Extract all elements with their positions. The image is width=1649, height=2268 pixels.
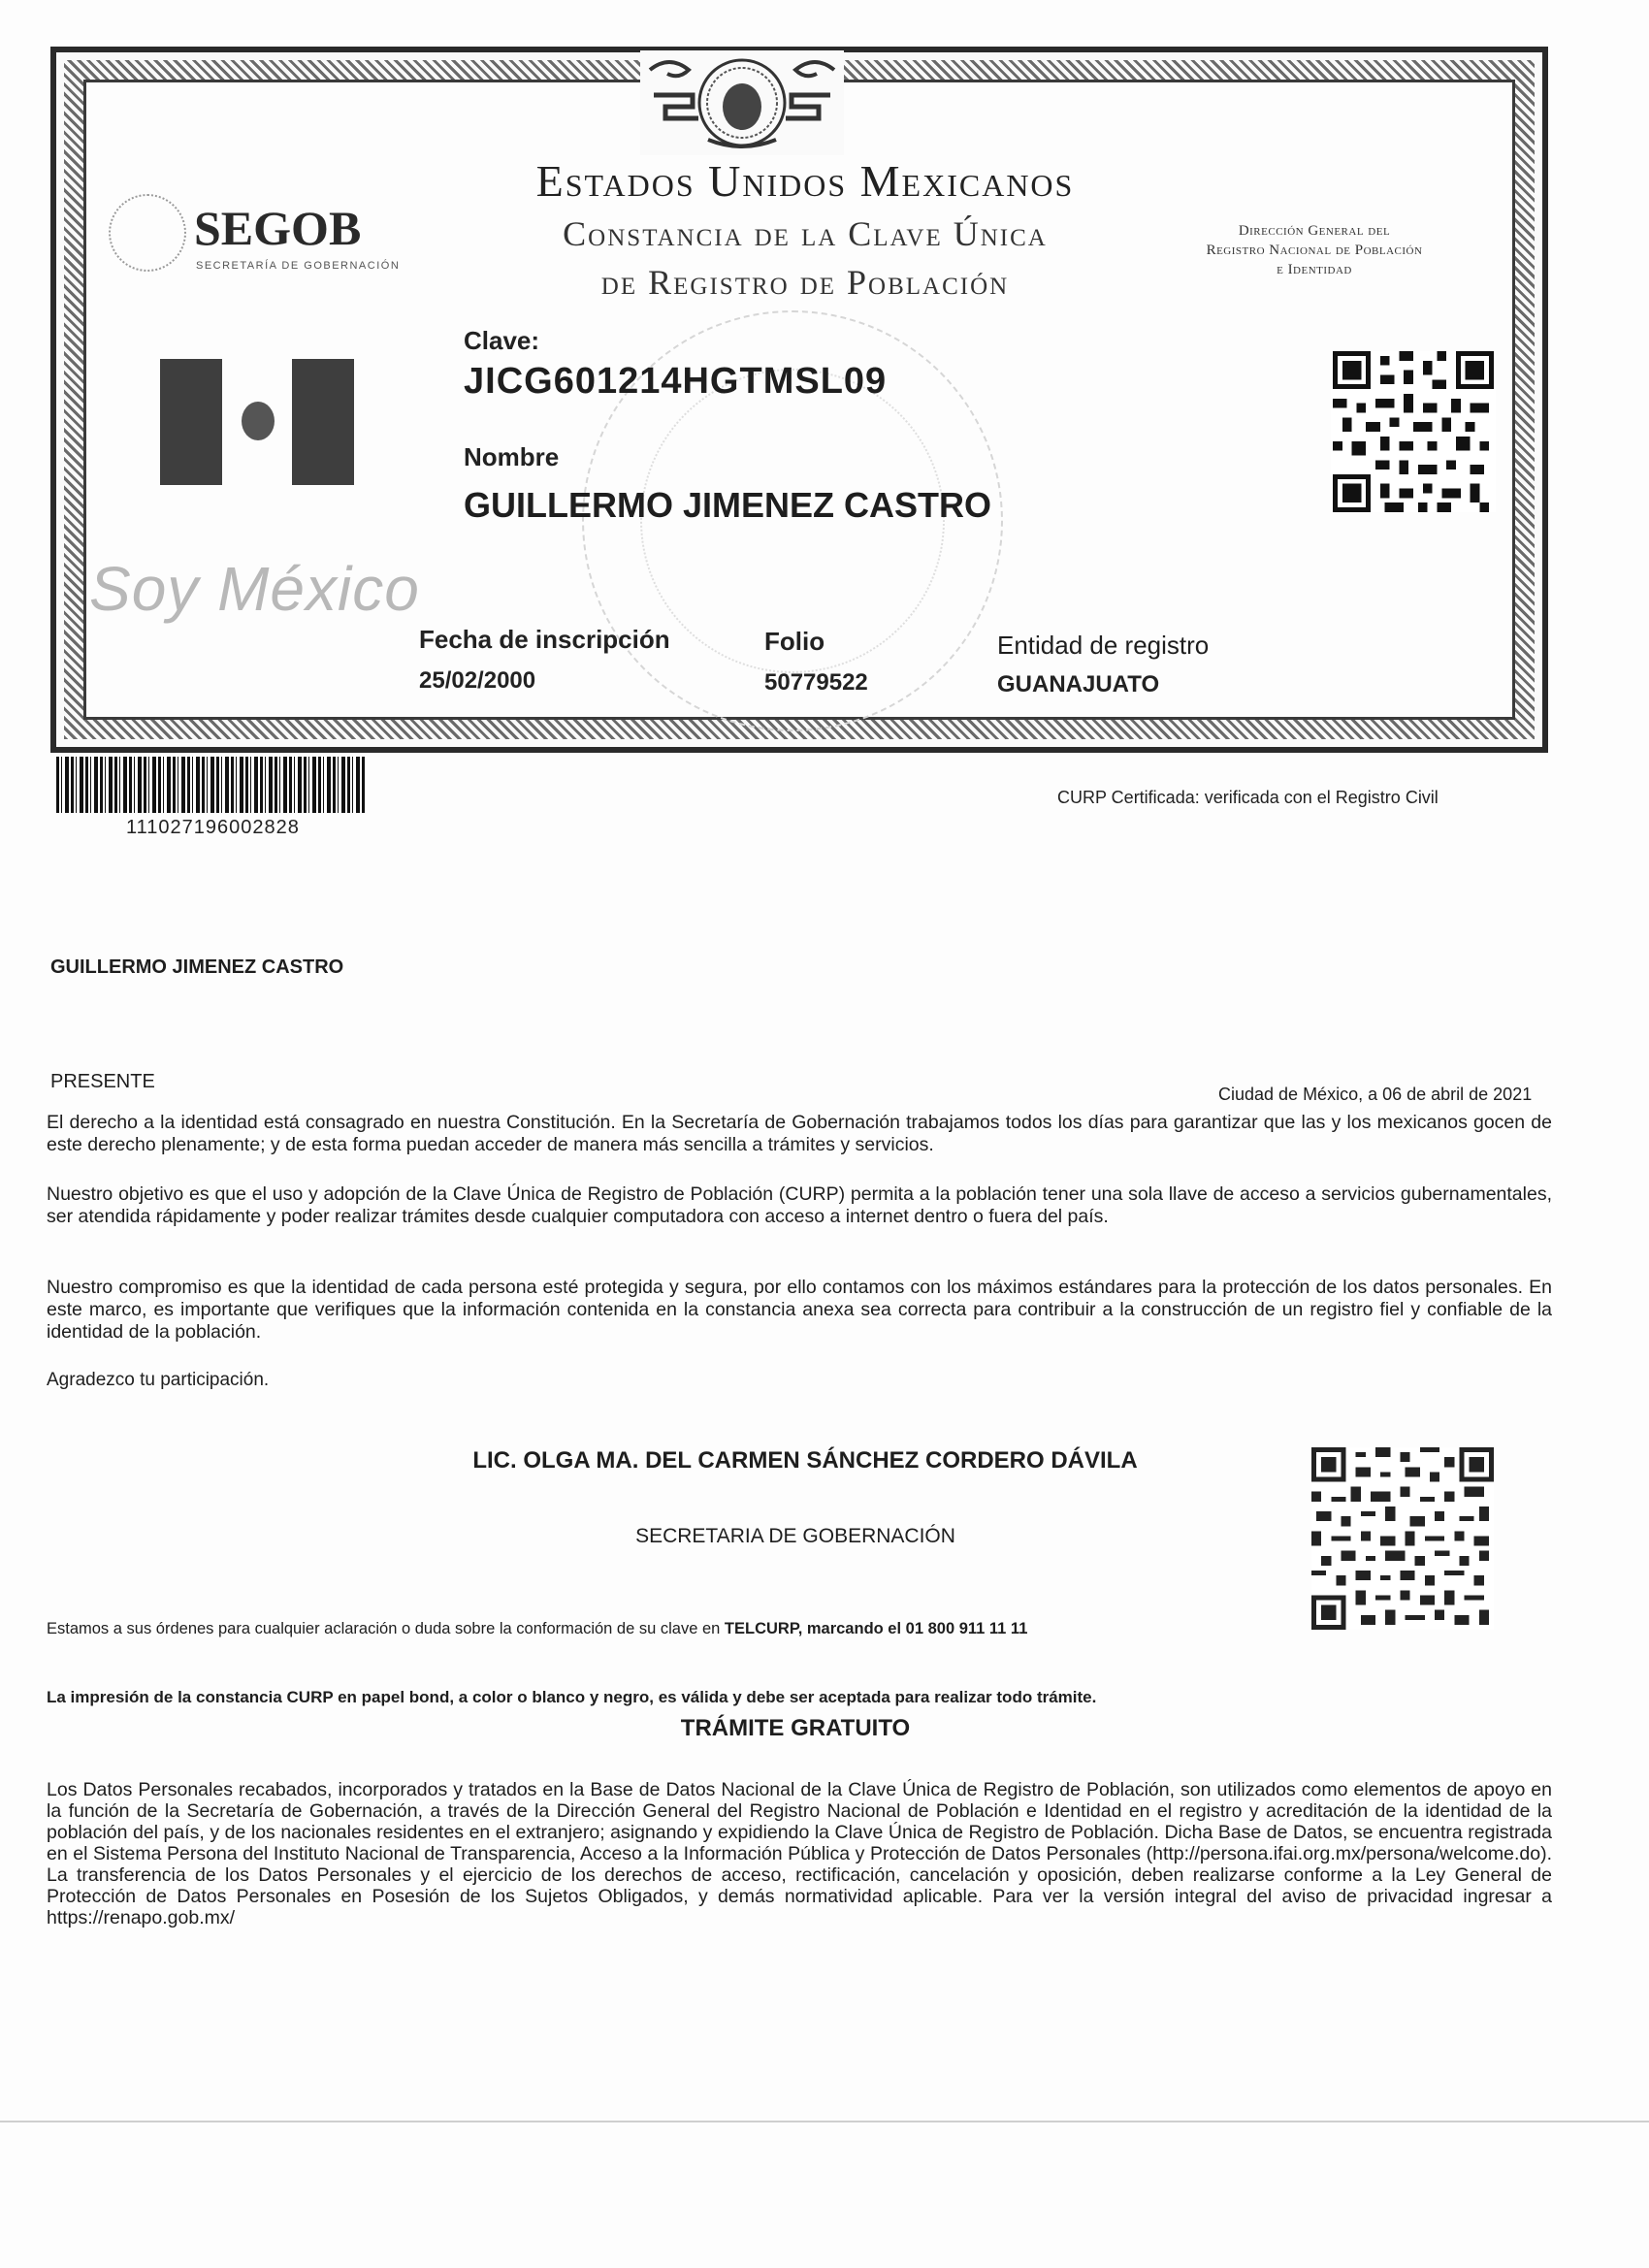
folio-label: Folio <box>764 627 825 656</box>
clave-value: JICG601214HGTMSL09 <box>464 361 888 402</box>
dgr-line-2: Registro Nacional de Población <box>1206 243 1423 258</box>
signer-name: LIC. OLGA MA. DEL CARMEN SÁNCHEZ CORDERO DÁVILA <box>472 1447 1138 1474</box>
document-subtitle <box>456 210 1154 307</box>
segob-logo: SEGOB <box>194 201 362 255</box>
dgr-line-3: e Identidad <box>1277 262 1352 277</box>
letter-greeting: PRESENTE <box>50 1071 155 1092</box>
clave-label: Clave: <box>464 326 540 355</box>
nombre-label: Nombre <box>464 442 560 471</box>
fecha-label: Fecha de inscripción <box>419 625 670 654</box>
qr-code-icon <box>1331 351 1496 512</box>
fecha-value: 25/02/2000 <box>419 667 536 694</box>
telcurp-number: TELCURP, marcando el 01 800 911 11 11 <box>724 1620 1028 1637</box>
entidad-label: Entidad de registro <box>997 631 1210 660</box>
document-title: Estados Unidos Mexicanos <box>535 156 1075 206</box>
place-date: Ciudad de México, a 06 de abril de 2021 <box>1218 1085 1533 1104</box>
scan-edge-line <box>0 2121 1649 2122</box>
dgr-header <box>1154 221 1474 279</box>
privacy-notice: Los Datos Personales recabados, incorporados y tratados en la Base de Datos Nacional de la Clave Única de Registro de Población, son utilizados como elementos de apoyo en la función de la Secretaría de Gobernación, a través de la Dirección General del Registro Nacional de Población e Identidad en el registro y acreditación de la identidad de la población del país, y de los nacionales residentes en el extranjero; asignando y expidiendo la Clave Única de Registro de Población. Dicha Base de Datos, se encuentra registrada en el Sistema Persona del Instituto Nacional de Transparencia, Acceso a la Información Pública y Protección de Datos Personales (http://persona.ifai.org.mx/persona/welcome.do). La transferencia de los Datos Personales y el ejercicio de los derechos de acceso, rectificación, cancelación y oposición, deben realizarse conforme a la Ley General de Protección de Datos Personales en Posesión de los Sujetos Obligados, y demás normatividad aplicable. Para ver la versión integral del aviso de privacidad ingresar a https://renapo.gob.mx/ <box>47 1779 1552 1928</box>
mexican-flag-icon <box>160 359 354 485</box>
subtitle-line-1: Constancia de la Clave Única <box>563 214 1048 253</box>
curp-certification: CURP Certificada: verificada con el Registro Civil <box>1057 788 1439 807</box>
segob-subtitle: SECRETARÍA DE GOBERNACIÓN <box>196 260 401 272</box>
qr-code-signature-icon <box>1311 1447 1494 1630</box>
dgr-line-1: Dirección General del <box>1238 223 1391 239</box>
validity-note: La impresión de la constancia CURP en papel bond, a color o blanco y negro, es válida y debe ser aceptada para realizar todo trámite. <box>47 1688 1097 1706</box>
national-crest-icon <box>640 50 844 155</box>
paragraph-3: Nuestro compromiso es que la identidad de cada persona esté protegida y segura, por ello contamos con los máximos estándares para la protección de los datos personales. En este marco, es importante que verifiques que la información contenida en la constancia anexa sea correcta para contribuir a la construcción de un registro fiel y confiable de la identidad de la población. <box>47 1277 1552 1343</box>
segob-seal-icon <box>109 194 186 272</box>
soy-mexico-logo: Soy México <box>89 554 420 624</box>
entidad-value: GUANAJUATO <box>997 671 1160 697</box>
contact-text: Estamos a sus órdenes para cualquier aclaración o duda sobre la conformación de su clave en <box>47 1620 725 1637</box>
signer-title: SECRETARIA DE GOBERNACIÓN <box>635 1525 955 1547</box>
subtitle-line-2: de Registro de Población <box>600 263 1010 302</box>
nombre-value: GUILLERMO JIMENEZ CASTRO <box>464 485 992 525</box>
paragraph-1: El derecho a la identidad está consagrado en nuestra Constitución. En la Secretaría de Gobernación trabajamos todos los días para garantizar que las y los mexicanos gocen de este derecho plenamente; y de esta forma puedan acceder de manera más sencilla a trámites y servicios. <box>47 1112 1552 1155</box>
barcode-icon <box>56 757 367 813</box>
free-procedure: TRÁMITE GRATUITO <box>680 1715 911 1741</box>
barcode-number: 111027196002828 <box>126 817 300 838</box>
folio-value: 50779522 <box>764 669 868 696</box>
contact-line <box>47 1620 1027 1638</box>
letter-recipient: GUILLERMO JIMENEZ CASTRO <box>50 956 344 978</box>
thanks-text: Agradezco tu participación. <box>47 1370 270 1390</box>
paragraph-2: Nuestro objetivo es que el uso y adopción de la Clave Única de Registro de Población (CURP) permita a la población tener una sola llave de acceso a servicios gubernamentales, ser atendida rápidamente y poder realizar trámites desde cualquier computadora con acceso a internet dentro o fuera del país. <box>47 1183 1552 1227</box>
